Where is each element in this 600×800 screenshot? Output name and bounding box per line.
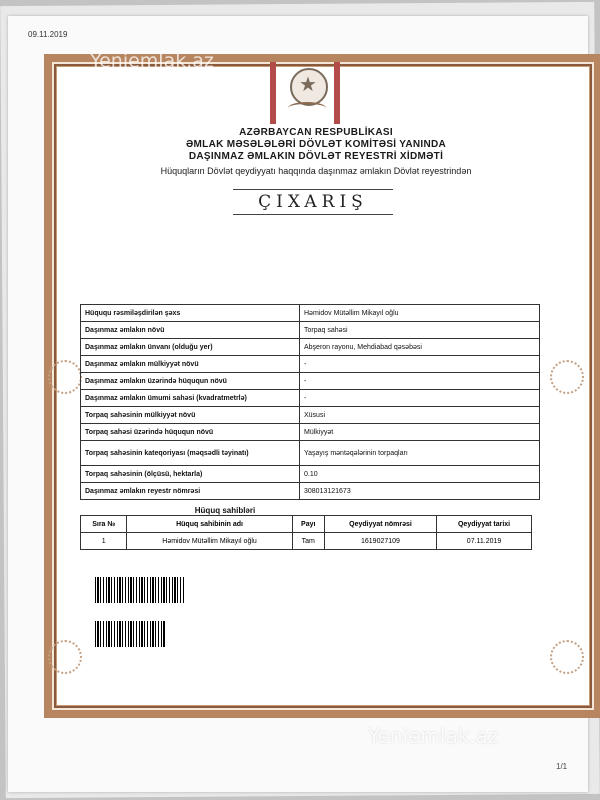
header-line-2: ƏMLAK MƏSƏLƏLƏRİ DÖVLƏT KOMİTƏSİ YANINDA [185, 139, 447, 150]
registry-label: Torpaq sahəsinin (ölçüsü, hektarla) [81, 466, 300, 483]
owners-column-header: Sıra № [81, 516, 127, 533]
registry-value: - [300, 356, 540, 373]
registry-row [81, 373, 540, 390]
registry-label: Torpaq sahəsinin mülkiyyət növü [81, 407, 300, 424]
registry-label: Daşınmaz əmlakın ümumi sahəsi (kvadratmetrlə) [81, 390, 300, 407]
registry-table [80, 304, 540, 500]
registry-label: Hüququ rəsmiləşdirilən şəxs [81, 305, 300, 322]
owners-cell: Həmidov Mütəllim Mikayıl oğlu [127, 533, 292, 550]
registry-value: - [300, 390, 540, 407]
owners-column-header: Qeydiyyat nömrəsi [324, 516, 436, 533]
registry-value: Abşeron rayonu, Mehdiabad qəsəbəsi [300, 339, 540, 356]
owners-cell: Tam [292, 533, 324, 550]
registry-label: Daşınmaz əmlakın mülkiyyət növü [81, 356, 300, 373]
registry-value: Mülkiyyət [300, 424, 540, 441]
side-ornament [48, 360, 82, 394]
watermark-bottom: Yeniemlak.az [368, 724, 499, 748]
registry-label: Daşınmaz əmlakın ünvanı (olduğu yer) [81, 339, 300, 356]
document-title: ÇIXARIŞ [233, 189, 393, 215]
side-ornament [550, 360, 584, 394]
registry-row [81, 441, 540, 466]
owners-row [81, 533, 532, 550]
watermark-top: Yeniemlak.az [90, 50, 214, 72]
owners-cell: 1619027109 [324, 533, 436, 550]
registry-label: Torpaq sahəsinin kateqoriyası (məqsədli təyinatı) [81, 441, 300, 466]
registry-row [81, 466, 540, 483]
registry-label: Daşınmaz əmlakın reyestr nömrəsi [81, 483, 300, 500]
print-date: 09.11.2019 [28, 30, 68, 39]
registry-label: Daşınmaz əmlakın üzərində hüququn növü [81, 373, 300, 390]
owners-table [80, 515, 532, 550]
barcode [95, 577, 185, 603]
state-emblem [270, 62, 340, 124]
header-line-1: AZƏRBAYCAN RESPUBLİKASI [239, 127, 393, 138]
registry-row [81, 322, 540, 339]
owners-cell: 07.11.2019 [437, 533, 532, 550]
registry-value: 308013121673 [300, 483, 540, 500]
corner-ornament [550, 640, 584, 674]
emblem-icon [290, 68, 328, 106]
registry-value: Həmidov Mütəllim Mikayıl oğlu [300, 305, 540, 322]
page-number: 1/1 [556, 762, 568, 771]
registry-row [81, 407, 540, 424]
registry-label: Torpaq sahəsi üzərində hüququn növü [81, 424, 300, 441]
owners-column-header: Payı [292, 516, 324, 533]
registry-row [81, 483, 540, 500]
header-subtitle: Hüquqların Dövlət qeydiyyatı haqqında daşınmaz əmlakın Dövlət reyestrindən [160, 166, 472, 176]
registry-row [81, 339, 540, 356]
registry-row [81, 424, 540, 441]
barcode [95, 621, 165, 647]
owners-title: Hüquq sahibləri [194, 506, 256, 515]
owners-cell: 1 [81, 533, 127, 550]
owners-column-header: Qeydiyyat tarixi [437, 516, 532, 533]
registry-row [81, 390, 540, 407]
registry-label: Daşınmaz əmlakın növü [81, 322, 300, 339]
owners-column-header: Hüquq sahibinin adı [127, 516, 292, 533]
header-line-3: DAŞINMAZ ƏMLAKIN DÖVLƏT REYESTRİ XİDMƏTİ [188, 151, 444, 162]
registry-row [81, 356, 540, 373]
registry-value: Yaşayış məntəqələrinin torpaqları [300, 441, 540, 466]
registry-value: Xüsusi [300, 407, 540, 424]
corner-ornament [48, 640, 82, 674]
registry-value: 0.10 [300, 466, 540, 483]
registry-value: Torpaq sahəsi [300, 322, 540, 339]
registry-row [81, 305, 540, 322]
registry-value: - [300, 373, 540, 390]
